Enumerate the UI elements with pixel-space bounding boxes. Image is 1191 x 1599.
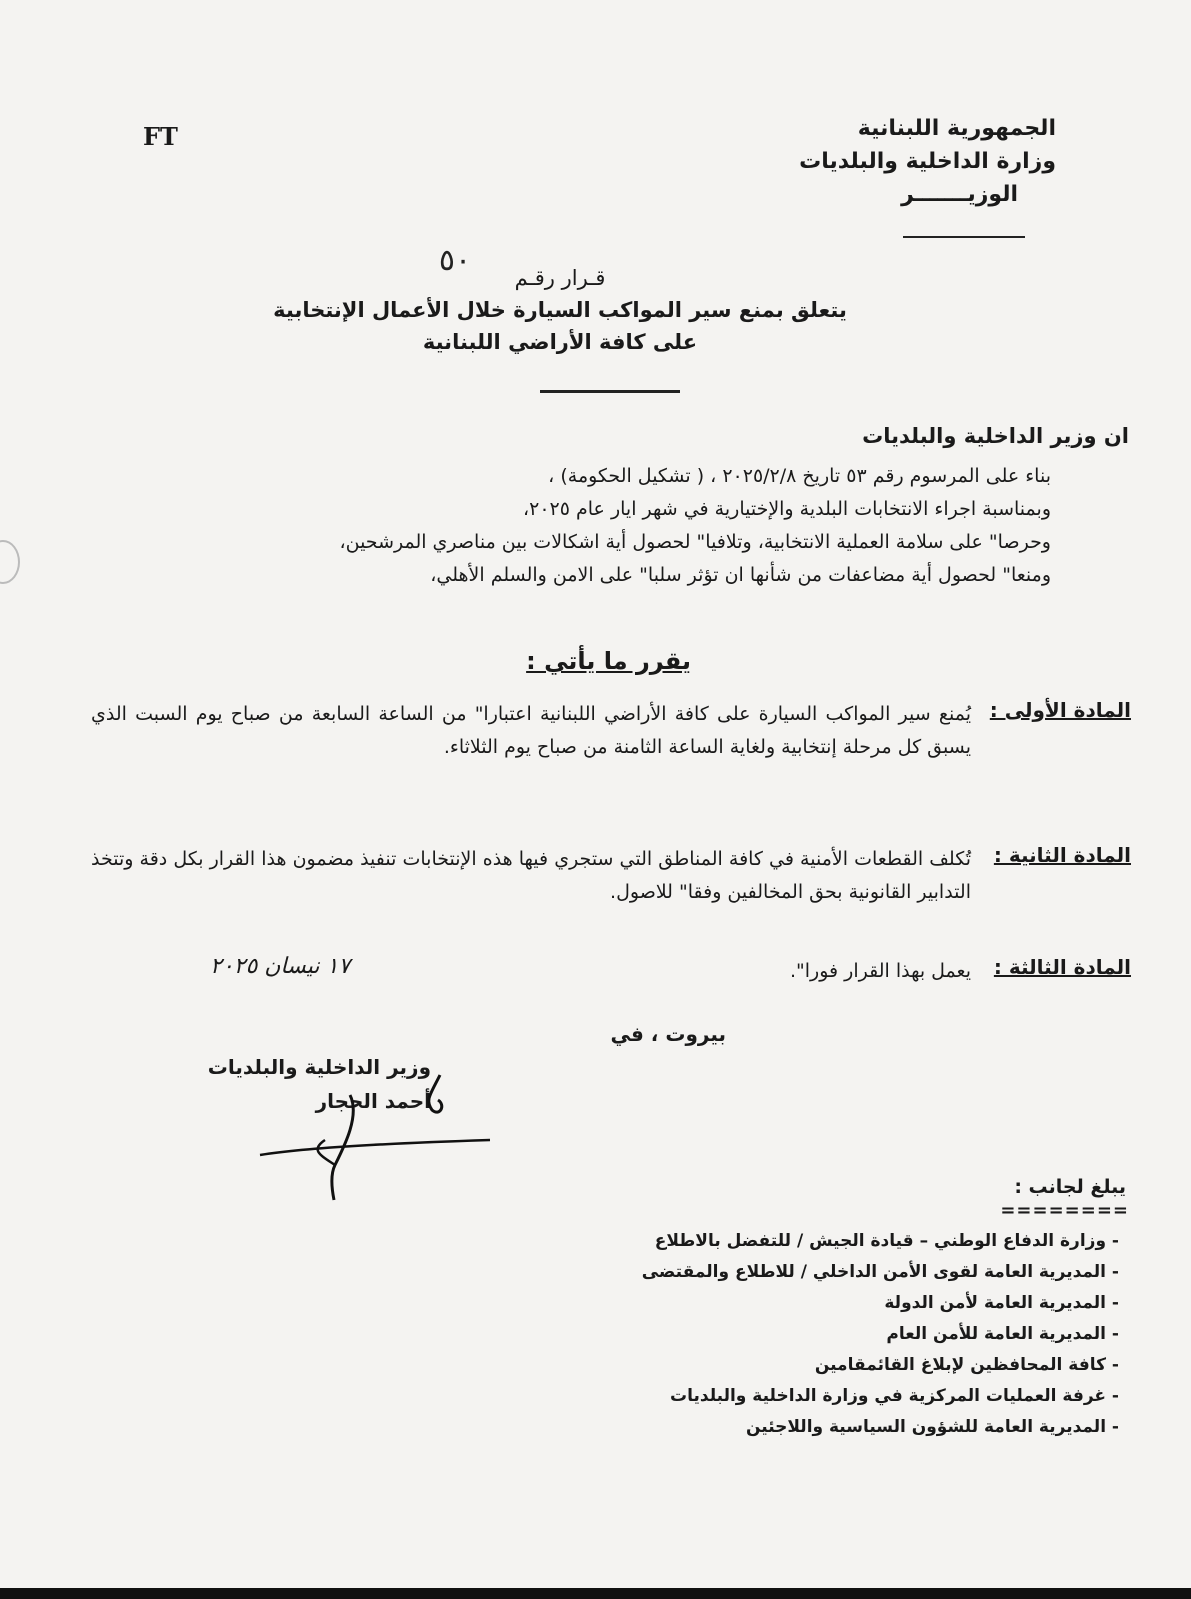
- decision-label: قـرار رقـم: [514, 266, 606, 290]
- article-1-label: المادة الأولى :: [989, 698, 1131, 722]
- preamble-line: بناء على المرسوم رقم ٥٣ تاريخ ٢٠٢٥/٢/٨ ، ( تشكيل الحكومة) ،: [548, 465, 1051, 487]
- minister-line: ان وزير الداخلية والبلديات: [862, 424, 1129, 448]
- decision-subject-line2: على كافة الأراضي اللبنانية: [422, 330, 698, 354]
- decides-heading: يقرر ما يأتي :: [526, 647, 691, 675]
- recipient-item: - المديرية العامة لأمن الدولة: [642, 1288, 1119, 1319]
- handwritten-date: ١٧ نيسان ٢٠٢٥: [210, 954, 351, 979]
- signature-icon: [250, 1055, 510, 1225]
- recipient-item: - المديرية العامة لقوى الأمن الداخلي / للاطلاع والمقتضى: [642, 1257, 1119, 1288]
- letterhead-minister: الوزيـــــــر: [901, 182, 1018, 207]
- place-date: بيروت ، في: [610, 1022, 726, 1046]
- recipients-list: [642, 1226, 1119, 1443]
- title-rule: [540, 390, 680, 393]
- article-3-text: يعمل بهذا القرار فورا".: [790, 960, 971, 982]
- notify-label: يبلغ لجانب :: [1014, 1176, 1126, 1198]
- letterhead-rule: [903, 236, 1025, 238]
- preamble: [151, 460, 1051, 592]
- preamble-line: وحرصا" على سلامة العملية الانتخابية، وتلافيا" لحصول أية اشكالات بين مناصري المرشحين،: [339, 531, 1051, 553]
- recipient-item: - كافة المحافظين لإبلاغ القائمقامين: [642, 1350, 1119, 1381]
- signatory-name: أحمد الحجار: [315, 1089, 431, 1113]
- article-2-text: تُكلف القطعات الأمنية في كافة المناطق التي ستجري فيها هذه الإنتخابات تنفيذ مضمون هذا القرار بكل دقة وتتخذ التدابير القانونية بحق المخالفين وفقا" للاصول.: [91, 848, 971, 903]
- punch-hole-mark: [0, 540, 20, 584]
- letterhead-ministry: وزارة الداخلية والبلديات: [799, 149, 1056, 174]
- preamble-line: وبمناسبة اجراء الانتخابات البلدية والإختيارية في شهر ايار عام ٢٠٢٥،: [523, 498, 1051, 520]
- svg-text:٥٠: ٥٠: [438, 243, 472, 278]
- letterhead-country: الجمهورية اللبنانية: [857, 116, 1056, 141]
- article-3-label: المادة الثالثة :: [993, 955, 1131, 979]
- recipient-item: - غرفة العمليات المركزية في وزارة الداخلية والبلديات: [642, 1381, 1119, 1412]
- notify-separator: ========: [1000, 1200, 1129, 1221]
- preamble-line: ومنعا" لحصول أية مضاعفات من شأنها ان تؤثر سلبا" على الامن والسلم الأهلي،: [430, 564, 1051, 586]
- article-2-label: المادة الثانية :: [993, 843, 1131, 867]
- article-1-text: يُمنع سير المواكب السيارة على كافة الأراضي اللبنانية اعتبارا" من الساعة السابعة من صباح يوم السبت الذي يسبق كل مرحلة إنتخابية ولغاية الساعة الثامنة من صباح يوم الثلاثاء.: [91, 703, 971, 758]
- corner-code: FT: [143, 122, 178, 151]
- letterhead: [799, 112, 1056, 211]
- recipient-item: - المديرية العامة للأمن العام: [642, 1319, 1119, 1350]
- recipient-item: - المديرية العامة للشؤون السياسية واللاجئين: [642, 1412, 1119, 1443]
- decision-subject-line1: يتعلق بمنع سير المواكب السيارة خلال الأعمال الإنتخابية: [273, 298, 847, 322]
- recipient-item: - وزارة الدفاع الوطني – قيادة الجيش / للتفضل بالاطلاع: [642, 1226, 1119, 1257]
- signatory-title: وزير الداخلية والبلديات: [207, 1055, 431, 1079]
- decision-title: [200, 262, 920, 358]
